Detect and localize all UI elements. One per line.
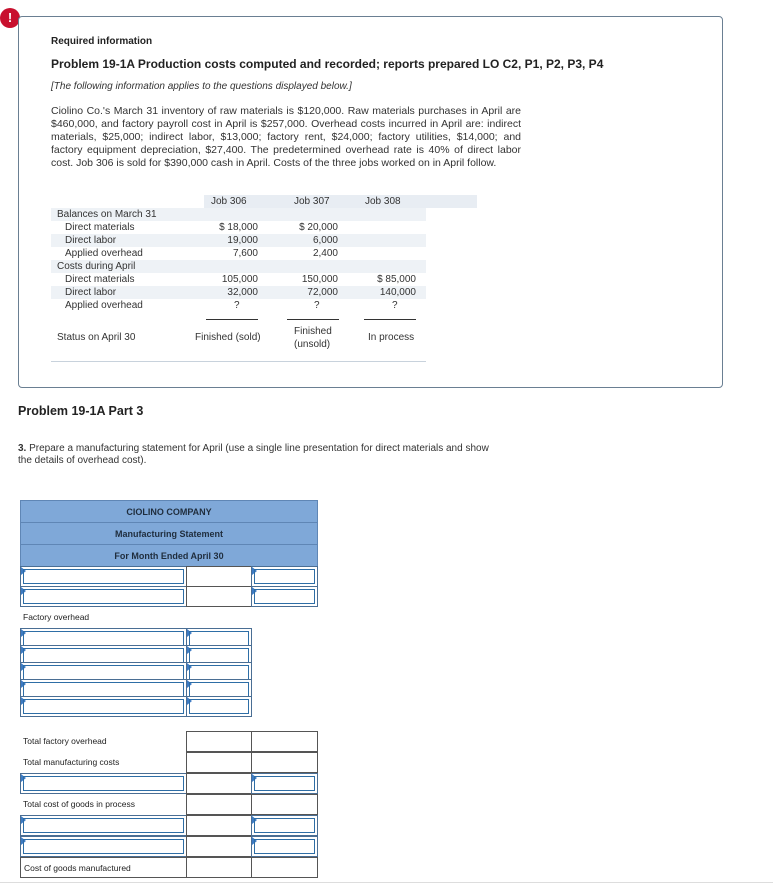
row-label-input[interactable]: [20, 815, 187, 836]
instruction-text: Prepare a manufacturing statement for April (use a single line presentation for direct materials and show the details of overhead cost).: [18, 443, 489, 466]
cost-dm-308: $ 85,000: [377, 274, 416, 285]
statement-title: Manufacturing Statement: [20, 522, 318, 545]
row-label-input[interactable]: [20, 836, 187, 857]
alert-icon: !: [0, 8, 20, 28]
cost-ao-308: ?: [392, 300, 398, 311]
overhead-label-input[interactable]: [20, 696, 187, 717]
amount-input[interactable]: [251, 773, 318, 794]
cost-dl-307: 72,000: [307, 287, 338, 298]
cost-ao-307: ?: [314, 300, 320, 311]
cogm-label-cell: [20, 857, 187, 878]
cost-dm-306: 105,000: [221, 274, 258, 285]
cogm-amount[interactable]: [251, 857, 318, 878]
amount-input[interactable]: [251, 815, 318, 836]
statement-row: [20, 836, 318, 857]
problem-title: Problem 19-1A Production costs computed and recorded; reports prepared LO C2, P1, P2, P3, P4: [51, 57, 604, 71]
total-manufacturing-costs-amount[interactable]: [251, 752, 318, 773]
statement-row: [20, 815, 318, 836]
amount-input[interactable]: [251, 836, 318, 857]
empty-cell: [186, 586, 252, 607]
amount-input[interactable]: [251, 566, 318, 587]
row-label-input[interactable]: [20, 586, 187, 607]
costs-label: Costs during April: [57, 261, 136, 272]
cogm-label: Cost of goods manufactured: [24, 863, 131, 873]
cost-ao-306: ?: [234, 300, 240, 311]
instruction-number: 3.: [18, 443, 27, 454]
required-info-label: Required information: [51, 36, 153, 47]
cost-ao-label: Applied overhead: [65, 300, 143, 311]
problem-paragraph: Ciolino Co.'s March 31 inventory of raw materials is $120,000. Raw materials purchases in April are $460,000, and factory payroll cost in April is $257,000. Overhead costs incurred in April are: indirect materials, $25,000; indirect labor, $13,000; factory rent, $24,000; factory utilities, $14,000; and factory equipment depreciation, $27,400. The predetermined overhead rate is 40% of direct labor cost. Job 306 is sold for $390,000 cash in April. Costs of the three jobs worked on in April follow.: [51, 105, 521, 170]
status-307-line1: Finished: [294, 326, 332, 337]
info-subnote: [The following information applies to the questions displayed below.]: [51, 81, 352, 92]
cost-dm-307: 150,000: [301, 274, 338, 285]
cost-dl-label: Direct labor: [65, 287, 117, 298]
empty-cell: [186, 752, 252, 773]
empty-cell: [186, 731, 252, 752]
row-label-input[interactable]: [20, 773, 187, 794]
overhead-amount-input[interactable]: [186, 696, 252, 717]
empty-cell: [186, 857, 252, 878]
bal-dl-label: Direct labor: [65, 235, 117, 246]
amount-input[interactable]: [251, 586, 318, 607]
cost-dl-306: 32,000: [227, 287, 258, 298]
table-bottom-rule: [51, 361, 426, 362]
bal-ao-306: 7,600: [232, 248, 258, 259]
status-308: In process: [368, 332, 415, 343]
status-306: Finished (sold): [195, 332, 261, 343]
part-title: Problem 19-1A Part 3: [18, 404, 144, 418]
bal-dm-label: Direct materials: [65, 222, 135, 233]
job-308-header: Job 308: [365, 196, 401, 207]
bal-dm-306: $ 18,000: [219, 222, 258, 233]
bal-dl-307: 6,000: [312, 235, 338, 246]
total-in-process-amount[interactable]: [251, 794, 318, 815]
total-manufacturing-costs-label: Total manufacturing costs: [23, 757, 120, 767]
instruction: [18, 443, 498, 467]
bal-ao-label: Applied overhead: [65, 248, 143, 259]
total-factory-overhead-amount[interactable]: [251, 731, 318, 752]
empty-cell: [186, 815, 252, 836]
cost-dm-label: Direct materials: [65, 274, 135, 285]
bal-dl-306: 19,000: [227, 235, 258, 246]
total-factory-overhead-label: Total factory overhead: [23, 736, 107, 746]
bal-ao-307: 2,400: [312, 248, 338, 259]
page-divider: [0, 882, 773, 883]
empty-cell: [186, 836, 252, 857]
job-306-header: Job 306: [211, 196, 247, 207]
statement-company: CIOLINO COMPANY: [20, 500, 318, 523]
empty-cell: [186, 566, 252, 587]
status-307-line2: (unsold): [294, 339, 331, 350]
factory-overhead-row: [20, 607, 318, 628]
cogm-row: [20, 857, 318, 878]
balances-label: Balances on March 31: [57, 209, 157, 220]
row-label-input[interactable]: [20, 566, 187, 587]
statement-row: [20, 773, 318, 794]
statement-period: For Month Ended April 30: [20, 544, 318, 567]
total-manufacturing-costs-row: [20, 752, 318, 773]
underline: [364, 319, 416, 320]
cost-dl-308: 140,000: [379, 287, 416, 298]
underline: [287, 319, 339, 320]
bal-dm-307: $ 20,000: [299, 222, 338, 233]
statement-row: [20, 566, 318, 587]
job-307-header: Job 307: [294, 196, 330, 207]
empty-cell: [186, 794, 252, 815]
factory-overhead-label: Factory overhead: [23, 612, 90, 622]
status-label: Status on April 30: [57, 332, 136, 343]
underline: [206, 319, 258, 320]
overhead-row: [20, 696, 318, 717]
empty-cell: [186, 773, 252, 794]
statement-row: [20, 586, 318, 607]
total-in-process-label: Total cost of goods in process: [23, 799, 135, 809]
total-factory-overhead-row: [20, 731, 318, 752]
total-in-process-row: [20, 794, 318, 815]
